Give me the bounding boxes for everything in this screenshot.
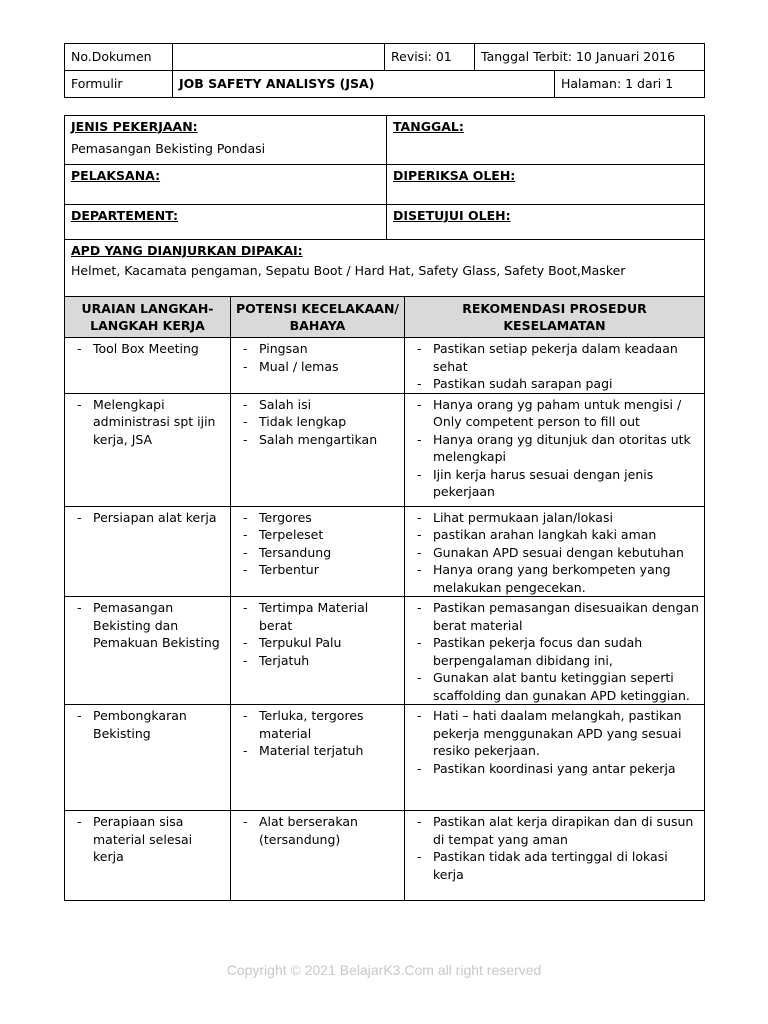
job-info-table — [64, 115, 705, 297]
hazard-list — [235, 599, 400, 669]
recommendation-text: Pastikan koordinasi yang antar pekerja — [433, 760, 676, 776]
table-row — [65, 506, 705, 597]
no-dokumen-value — [173, 44, 385, 71]
step-cell — [65, 705, 231, 811]
recommendation-text: Pastikan sudah sarapan pagi — [433, 376, 613, 391]
hazard-cell — [231, 393, 405, 506]
recommendation-text: Lihat permukaan jalan/lokasi — [433, 509, 613, 525]
pelaksana-label: PELAKSANA: — [71, 168, 161, 183]
bullet-dash: - — [417, 600, 422, 615]
step-text: Melengkapi administrasi spt ijin kerja, JSA — [93, 396, 216, 447]
departement-label: DEPARTEMENT: — [71, 208, 179, 223]
diperiksa-cell — [387, 165, 705, 205]
recommendation-item — [409, 634, 700, 669]
bullet-dash: - — [243, 652, 248, 668]
recommendation-list — [409, 396, 700, 501]
step-cell — [65, 506, 231, 597]
hazard-item — [235, 509, 400, 527]
bullet-dash: - — [417, 708, 422, 723]
step-list — [69, 396, 226, 449]
recommendation-item — [409, 707, 700, 760]
diperiksa-label: DIPERIKSA OLEH: — [393, 168, 516, 183]
recommendation-text: Ijin kerja harus sesuai dengan jenis pekerjaan — [433, 466, 654, 499]
bullet-dash: - — [243, 509, 248, 525]
hazard-cell — [231, 506, 405, 597]
formulir-label: Formulir — [65, 71, 173, 98]
hazard-item — [235, 413, 400, 431]
jsa-table-body — [65, 338, 705, 901]
step-list — [69, 509, 226, 527]
bullet-dash: - — [77, 600, 82, 615]
step-list — [69, 707, 226, 742]
recommendation-item — [409, 466, 700, 501]
disetujui-label: DISETUJUI OLEH: — [393, 208, 511, 223]
jenis-pekerjaan-cell — [65, 116, 387, 165]
recommendation-item — [409, 599, 700, 634]
step-cell — [65, 597, 231, 705]
recommendation-list — [409, 340, 700, 393]
bullet-dash: - — [243, 562, 248, 577]
recommendation-list — [409, 599, 700, 704]
bullet-dash: - — [417, 527, 422, 542]
bullet-dash: - — [243, 341, 248, 356]
recommendation-item — [409, 848, 700, 883]
step-item — [69, 396, 226, 449]
step-text: Tool Box Meeting — [93, 341, 199, 356]
hazard-list — [235, 813, 400, 848]
recommendation-cell — [405, 811, 705, 901]
column-header-steps: URAIAN LANGKAH-LANGKAH KERJA — [65, 297, 231, 338]
recommendation-list — [409, 509, 700, 597]
hazard-item — [235, 599, 400, 634]
disetujui-cell — [387, 205, 705, 240]
hazard-item — [235, 742, 400, 760]
bullet-dash: - — [77, 814, 82, 829]
hazard-item — [235, 544, 400, 562]
step-list — [69, 813, 226, 866]
copyright-footer: Copyright © 2021 BelajarK3.Com all right reserved — [226, 962, 542, 978]
bullet-dash: - — [243, 635, 248, 650]
apd-value: Helmet, Kacamata pengaman, Sepatu Boot / Hard Hat, Safety Glass, Safety Boot,Masker — [71, 262, 626, 278]
hazard-text: Terbentur — [259, 562, 319, 577]
hazard-text: Terpukul Palu — [259, 635, 342, 650]
bullet-dash: - — [243, 396, 248, 412]
jenis-pekerjaan-label: JENIS PEKERJAAN: — [71, 119, 198, 134]
bullet-dash: - — [417, 670, 422, 685]
recommendation-text: Pastikan tidak ada tertinggal di lokasi kerja — [433, 849, 668, 882]
hazard-text: Alat berserakan (tersandung) — [259, 814, 358, 847]
step-cell — [65, 393, 231, 506]
hazard-text: Material terjatuh — [259, 743, 364, 758]
departement-cell — [65, 205, 387, 240]
recommendation-item — [409, 375, 700, 393]
bullet-dash: - — [243, 600, 248, 615]
step-item — [69, 813, 226, 866]
step-list — [69, 599, 226, 652]
step-cell — [65, 338, 231, 394]
table-row — [65, 597, 705, 705]
step-text: Pemasangan Bekisting dan Pemakuan Bekisting — [93, 600, 220, 650]
hazard-list — [235, 707, 400, 760]
hazard-item — [235, 526, 400, 544]
bullet-dash: - — [243, 527, 248, 542]
recommendation-text: Pastikan setiap pekerja dalam keadaan sehat — [433, 341, 678, 374]
bullet-dash: - — [417, 396, 422, 412]
recommendation-item — [409, 813, 700, 848]
hazard-item — [235, 340, 400, 358]
step-item — [69, 509, 226, 527]
hazard-item — [235, 431, 400, 449]
recommendation-text: Hanya orang yang berkompeten yang melakukan pengecekan. — [433, 562, 671, 595]
bullet-dash: - — [77, 509, 82, 525]
bullet-dash: - — [417, 544, 422, 560]
bullet-dash: - — [417, 760, 422, 776]
halaman: Halaman: 1 dari 1 — [555, 71, 705, 98]
hazard-list — [235, 396, 400, 449]
recommendation-item — [409, 526, 700, 544]
recommendation-item — [409, 509, 700, 527]
recommendation-text: Hati – hati daalam melangkah, pastikan pekerja menggunakan APD yang sesuai resiko pekerjaan. — [433, 708, 682, 758]
step-text: Pembongkaran Bekisting — [93, 708, 187, 741]
recommendation-item — [409, 561, 700, 596]
bullet-dash: - — [243, 358, 248, 374]
tanggal-cell — [387, 116, 705, 165]
bullet-dash: - — [417, 431, 422, 447]
recommendation-list — [409, 707, 700, 777]
bullet-dash: - — [243, 544, 248, 560]
bullet-dash: - — [243, 708, 248, 723]
bullet-dash: - — [417, 341, 422, 356]
table-row — [65, 393, 705, 506]
hazard-item — [235, 634, 400, 652]
revisi-label: Revisi: 01 — [385, 44, 475, 71]
recommendation-text: Pastikan pekerja focus dan sudah berpengalaman dibidang ini, — [433, 635, 643, 668]
hazard-text: Mual / lemas — [259, 358, 339, 374]
recommendation-cell — [405, 506, 705, 597]
recommendation-text: Gunakan alat bantu ketinggian seperti scaffolding dan gunakan APD ketinggian. — [433, 670, 690, 703]
bullet-dash: - — [77, 341, 82, 356]
hazard-text: Tergores — [259, 509, 312, 525]
hazard-text: Terluka, tergores material — [259, 708, 364, 741]
recommendation-item — [409, 760, 700, 778]
step-item — [69, 707, 226, 742]
bullet-dash: - — [417, 635, 422, 650]
hazard-text: Tertimpa Material berat — [259, 600, 369, 633]
step-item — [69, 599, 226, 652]
bullet-dash: - — [417, 509, 422, 525]
bullet-dash: - — [77, 396, 82, 412]
step-item — [69, 340, 226, 358]
hazard-text: Terjatuh — [259, 652, 310, 668]
hazard-item — [235, 561, 400, 579]
jenis-pekerjaan-value: Pemasangan Bekisting Pondasi — [71, 140, 266, 156]
hazard-text: Pingsan — [259, 341, 308, 356]
bullet-dash: - — [417, 814, 422, 829]
recommendation-item — [409, 431, 700, 466]
step-cell — [65, 811, 231, 901]
tanggal-terbit: Tanggal Terbit: 10 Januari 2016 — [475, 44, 705, 71]
hazard-item — [235, 707, 400, 742]
hazard-text: Terpeleset — [259, 527, 324, 542]
hazard-cell — [231, 811, 405, 901]
recommendation-item — [409, 669, 700, 704]
bullet-dash: - — [243, 814, 248, 829]
hazard-item — [235, 396, 400, 414]
hazard-text: Salah isi — [259, 396, 312, 412]
hazard-cell — [231, 705, 405, 811]
hazard-item — [235, 813, 400, 848]
hazard-list — [235, 509, 400, 579]
hazard-item — [235, 652, 400, 670]
recommendation-text: Hanya orang yg ditunjuk dan otoritas utk melengkapi — [433, 431, 691, 464]
bullet-dash: - — [243, 414, 248, 429]
pelaksana-cell — [65, 165, 387, 205]
step-text: Perapiaan sisa material selesai kerja — [93, 814, 193, 864]
table-row — [65, 705, 705, 811]
step-text: Persiapan alat kerja — [93, 509, 217, 525]
bullet-dash: - — [243, 743, 248, 758]
recommendation-item — [409, 544, 700, 562]
bullet-dash: - — [243, 431, 248, 447]
recommendation-cell — [405, 705, 705, 811]
bullet-dash: - — [417, 466, 422, 482]
no-dokumen-label: No.Dokumen — [65, 44, 173, 71]
bullet-dash: - — [417, 562, 422, 577]
hazard-list — [235, 340, 400, 375]
form-title: JOB SAFETY ANALISYS (JSA) — [173, 71, 555, 98]
hazard-text: Tersandung — [259, 544, 332, 560]
recommendation-text: Pastikan alat kerja dirapikan dan di susun di tempat yang aman — [433, 814, 694, 847]
table-row — [65, 811, 705, 901]
hazard-text: Tidak lengkap — [259, 414, 347, 429]
bullet-dash: - — [77, 708, 82, 723]
recommendation-text: pastikan arahan langkah kaki aman — [433, 527, 657, 542]
bullet-dash: - — [417, 376, 422, 391]
jsa-table — [64, 296, 705, 901]
recommendation-list — [409, 813, 700, 883]
recommendation-cell — [405, 338, 705, 394]
apd-cell — [65, 240, 705, 297]
recommendation-text: Pastikan pemasangan disesuaikan dengan berat material — [433, 600, 699, 633]
hazard-cell — [231, 597, 405, 705]
column-header-hazards: POTENSI KECELAKAAN/ BAHAYA — [231, 297, 405, 338]
hazard-item — [235, 358, 400, 376]
recommendation-text: Hanya orang yg paham untuk mengisi / Only competent person to fill out — [433, 396, 682, 429]
column-header-recommendations: REKOMENDASI PROSEDUR KESELAMATAN — [405, 297, 705, 338]
recommendation-item — [409, 396, 700, 431]
table-row — [65, 338, 705, 394]
recommendation-text: Gunakan APD sesuai dengan kebutuhan — [433, 544, 684, 560]
tanggal-label: TANGGAL: — [393, 119, 464, 134]
step-list — [69, 340, 226, 358]
document-header-table — [64, 43, 705, 98]
recommendation-item — [409, 340, 700, 375]
hazard-text: Salah mengartikan — [259, 431, 378, 447]
recommendation-cell — [405, 393, 705, 506]
apd-label: APD YANG DIANJURKAN DIPAKAI: — [71, 243, 303, 258]
bullet-dash: - — [417, 849, 422, 864]
recommendation-cell — [405, 597, 705, 705]
hazard-cell — [231, 338, 405, 394]
